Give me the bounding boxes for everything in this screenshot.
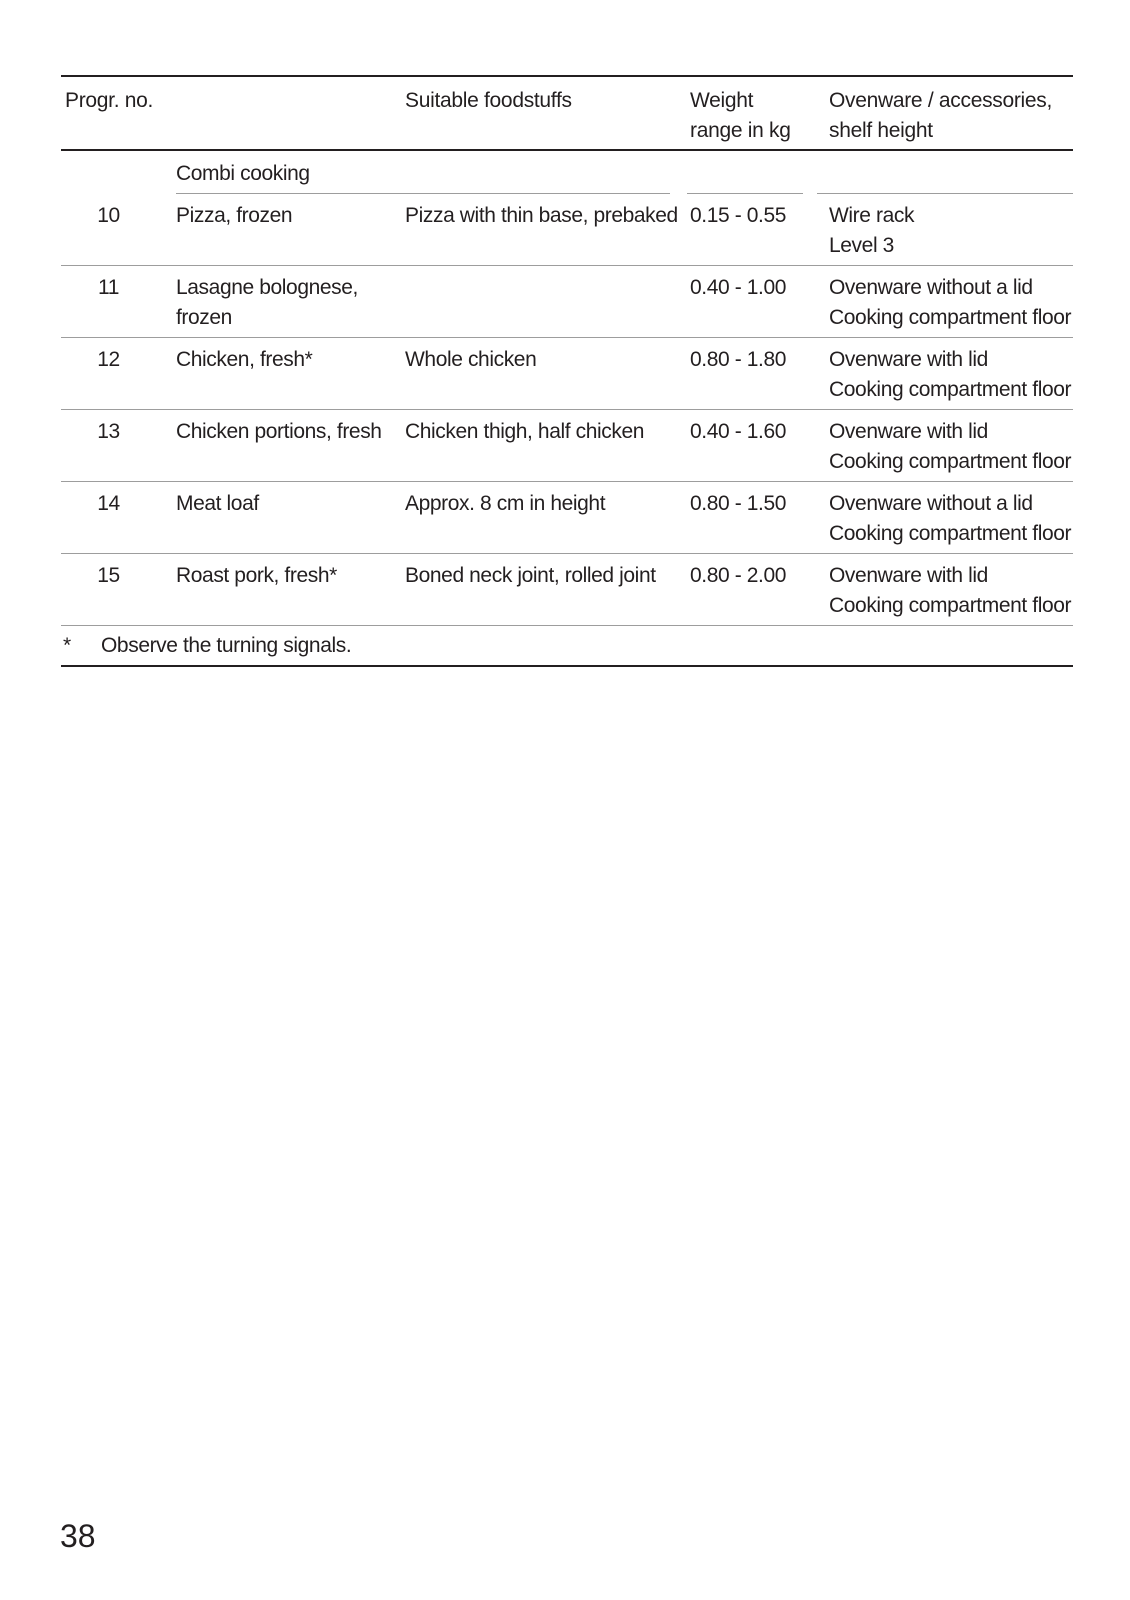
program-name-line1: Pizza, frozen [176,204,293,227]
accessories-line1: Ovenware with lid [829,420,988,443]
program-name [176,345,401,375]
weight-range: 0.80 - 1.50 [690,492,787,515]
weight-range: 0.80 - 1.80 [690,348,787,371]
foodstuff: Chicken thigh, half chicken [405,420,645,443]
page-number: 38 [60,1518,96,1554]
program-name-line1: Lasagne bolognese, [176,276,358,299]
header-accessories-line1: Ovenware / accessories, [829,89,1053,112]
program-name-line1: Meat loaf [176,492,259,515]
header-foodstuffs: Suitable foodstuffs [405,89,572,112]
accessories-line2: Cooking compartment floor [829,522,1072,545]
accessories [829,417,1073,477]
accessories-line1: Ovenware with lid [829,348,988,371]
table-row [61,193,1073,265]
foodstuff: Boned neck joint, rolled joint [405,564,656,587]
accessories-line2: Cooking compartment floor [829,306,1072,329]
accessories [829,345,1073,405]
header-progr-no: Progr. no. [65,89,154,112]
accessories-line1: Ovenware without a lid [829,276,1033,299]
program-number: 15 [97,564,120,587]
program-name-line1: Chicken portions, fresh [176,420,382,443]
accessories [829,489,1073,549]
program-name-line1: Roast pork, fresh* [176,564,337,587]
accessories [829,201,1073,261]
accessories-line2: Cooking compartment floor [829,378,1072,401]
program-name [176,201,401,231]
program-name [176,417,401,447]
accessories-line2: Level 3 [829,234,894,257]
program-name-line1: Chicken, fresh* [176,348,313,371]
program-name-line2: frozen [176,306,232,329]
weight-range: 0.80 - 2.00 [690,564,787,587]
header-weight-line1: Weight [690,89,754,112]
foodstuff: Pizza with thin base, prebaked [405,204,678,227]
table-row [61,337,1073,409]
weight-range: 0.40 - 1.60 [690,420,787,443]
program-name [176,273,401,333]
program-name [176,489,401,519]
foodstuff: Approx. 8 cm in height [405,492,606,515]
header-accessories-line2: shelf height [829,119,933,142]
section-title: Combi cooking [176,162,310,185]
table-row [61,553,1073,625]
accessories [829,273,1073,333]
program-number: 10 [97,204,120,227]
weight-range: 0.40 - 1.00 [690,276,787,299]
footnote-text: Observe the turning signals. [101,634,352,657]
program-number: 11 [98,276,119,299]
header-accessories [829,86,1052,146]
accessories-line1: Ovenware with lid [829,564,988,587]
program-table [61,75,1073,667]
footnote-marker: * [63,634,72,657]
table-row [61,409,1073,481]
table-row [61,481,1073,553]
accessories-line2: Cooking compartment floor [829,594,1072,617]
accessories-line1: Ovenware without a lid [829,492,1033,515]
header-weight-line2: range in kg [690,119,791,142]
foodstuff: Whole chicken [405,348,537,371]
program-name [176,561,401,591]
table-row [61,265,1073,337]
footnote [61,625,1073,665]
weight-range: 0.15 - 0.55 [690,204,787,227]
accessories-line2: Cooking compartment floor [829,450,1072,473]
section-row [61,151,1073,193]
table-header [61,77,1073,151]
accessories [829,561,1073,621]
accessories-line1: Wire rack [829,204,915,227]
program-number: 13 [97,420,120,443]
header-weight [690,86,791,146]
program-number: 14 [97,492,120,515]
program-number: 12 [97,348,120,371]
